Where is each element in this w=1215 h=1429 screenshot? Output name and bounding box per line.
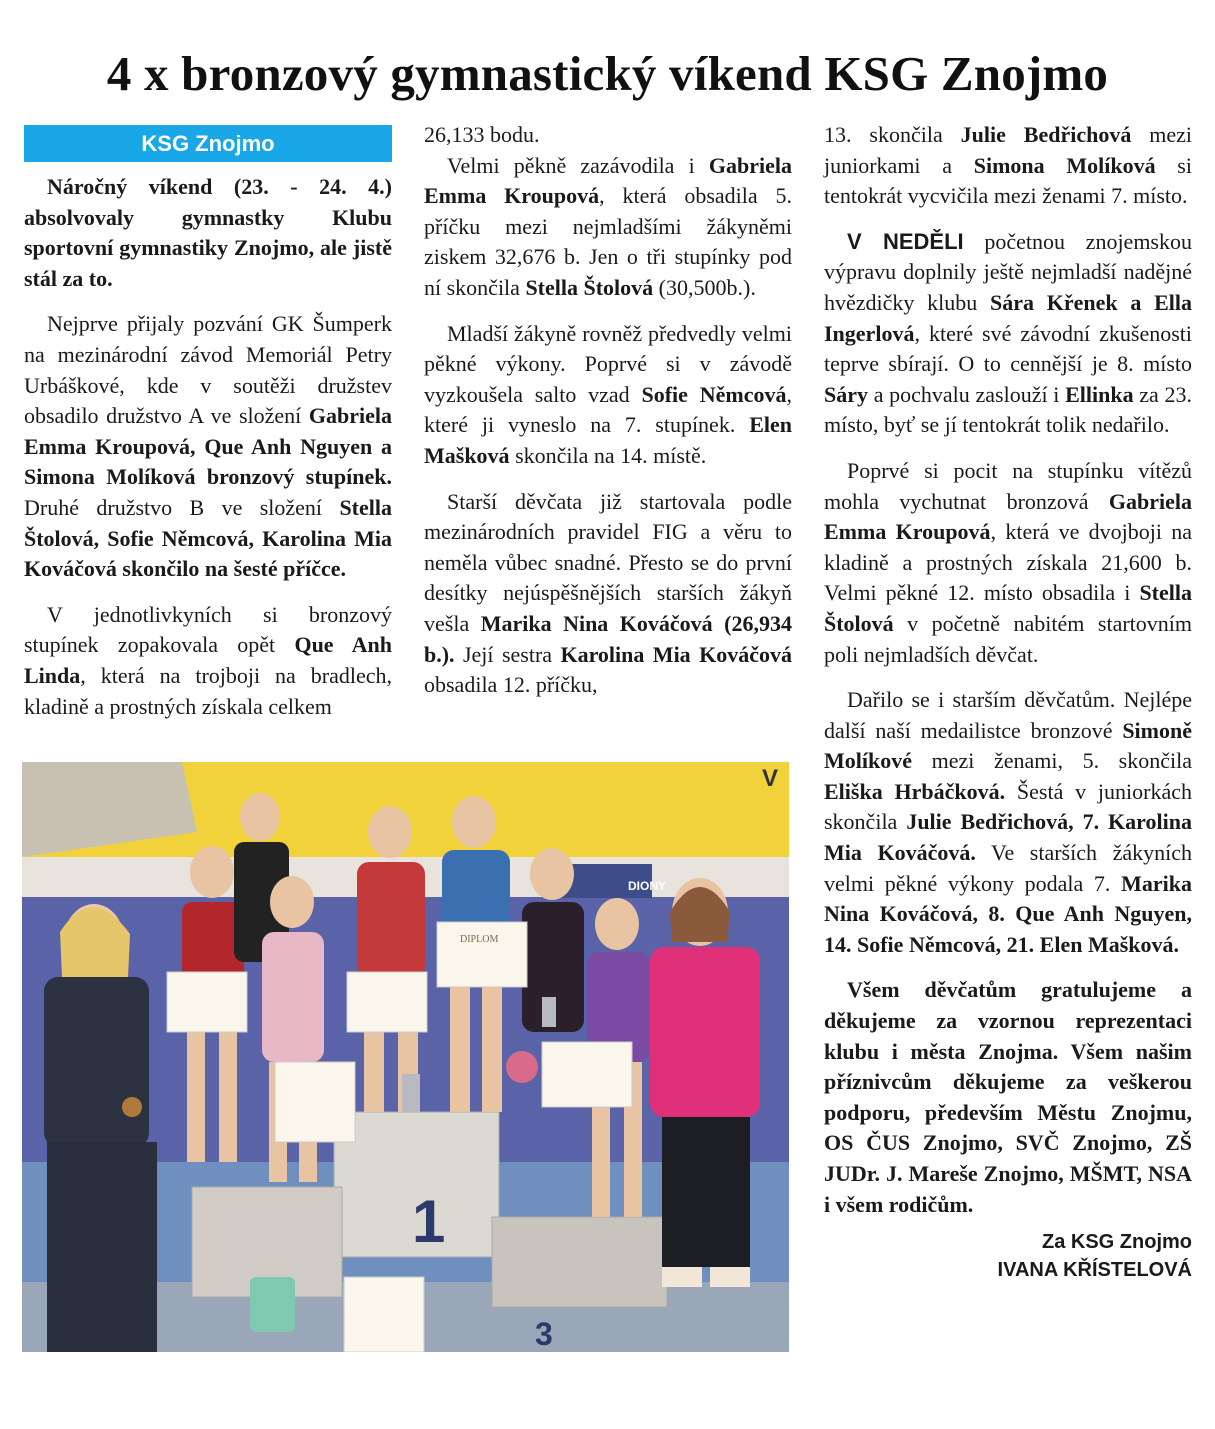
name-text: Eliška Hrbáčková. (824, 778, 1006, 804)
name-text: Karolina Mia Kováčová (560, 641, 792, 667)
text: obsadila 12. příčku, (424, 672, 598, 698)
text: Druhé družstvo B ve složení (24, 494, 340, 520)
paragraph (824, 685, 1192, 960)
podium-third (492, 1217, 667, 1307)
section-tag: KSG Znojmo (24, 125, 392, 162)
text: , které své závodní zkušenosti teprve sbírají. O to cennější je 8. místo (824, 320, 1192, 377)
name-text: Julie Bedřichová, 7. Karolina Mia Kováčová. (824, 809, 1192, 866)
paragraph (824, 227, 1192, 441)
trophy (542, 997, 556, 1027)
name-text: Stella Štolová (824, 580, 1192, 636)
text: Ve starších žákyních velmi pěkné výkony podala 7. (824, 840, 1192, 896)
paragraph (824, 120, 1192, 212)
podium-number-1: 1 (412, 1188, 446, 1255)
name-text: Simoně Molíkové (824, 717, 1192, 774)
text: Starší děvčata již startovala podle mezinárodních pravidel FIG a věru to neměla vůbec snadné. Přesto se do první desítky nejúspěšnějších starších žákyň vešla (424, 488, 792, 636)
text: 13. skončila (824, 122, 961, 147)
lead-paragraph (24, 172, 392, 294)
name-text: Gabriela Emma Kroupová, Que Anh Nguyen a Simona Molíková bronzový stupínek. (24, 403, 392, 490)
diploma (167, 972, 247, 1032)
name-text: Simona Molíková (973, 152, 1156, 178)
paragraph (824, 456, 1192, 670)
text: , která ve dvojboji na kladině a prostných získala 21,600 b. Velmi pěkné 12. místo obsadila i (824, 519, 1192, 606)
headline: 4 x bronzový gymnastický víkend KSG Znojmo (106, 46, 1109, 101)
text: Šestá v juniorkách skončila (824, 778, 1192, 835)
trophy (402, 1074, 420, 1112)
text: Její sestra (454, 641, 561, 667)
name-text: Marika Nina Kováčová, 8. Que Anh Nguyen, 14. Sofie Němcová, 21. Elen Mašková. (824, 870, 1192, 957)
article-column-2 (424, 120, 792, 701)
text: , které ji vyneslo na 7. stupínek. (424, 381, 792, 438)
name-text: Sára Křenek a Ella Ingerlová (824, 289, 1192, 346)
name-text: Marika Nina Kováčová (26,934 b.). (424, 610, 792, 667)
signature-line-1: Za KSG Znojmo (1042, 1231, 1192, 1254)
paragraph: 26,133 bodu. (424, 122, 540, 147)
diploma-title: DIPLOM (460, 934, 499, 945)
signature (824, 1228, 1192, 1284)
wall-letter: V (762, 765, 779, 792)
diploma (275, 1062, 355, 1142)
name-text: Stella Štolová (525, 274, 654, 300)
lead-text: Náročný víkend (23. - 24. 4.) absolvovaly gymnastky Klubu sportovní gymnastiky Znojmo, ale jistě stál za to. (24, 174, 392, 291)
text: početnou znojemskou výpravu doplnily ještě nejmladší nadějné hvězdičky klubu (824, 228, 1192, 315)
text: skončila na 14. místě. (509, 442, 707, 468)
text: mezi ženami, 5. skončila (912, 748, 1192, 774)
text: Dařilo se i starším děvčatům. Nejlépe další naší medailistce bronzové (824, 687, 1192, 743)
team-photo (22, 762, 789, 1352)
text: si tentokrát vycvičila mezi ženami 7. místo. (824, 152, 1192, 209)
text: za 23. místo, byť se jí tentokrát tolik nedařilo. (824, 381, 1193, 438)
text: (30,500b.). (653, 274, 756, 300)
text: mezi juniorkami a (824, 122, 1192, 178)
text: V jednotlivkyních si bronzový stupínek zopakovala opět (24, 601, 392, 658)
signature-author: IVANA KŘÍSTELOVÁ (997, 1259, 1192, 1282)
article-column-1 (24, 120, 392, 722)
text: Nejprve přijaly pozvání GK Šumperk na mezinárodní závod Memoriál Petry Urbáškové, kde v soutěži družstev obsadilo družstvo A ve složení (24, 311, 392, 429)
day-label: V NEDĚLI (847, 228, 964, 254)
name-text: Elen Mašková (424, 412, 792, 468)
diploma (437, 922, 527, 987)
team-photo-illustration (22, 762, 789, 1352)
text: Velmi pěkně zazávodila i (447, 152, 709, 178)
name-text: Ellinka (1065, 381, 1134, 407)
name-text: Gabriela Emma Kroupová (424, 152, 792, 209)
name-text: Que Anh Linda (24, 632, 392, 688)
paragraph (424, 151, 792, 304)
gift-box (250, 1277, 295, 1332)
closing-paragraph (824, 975, 1192, 1220)
closing-text: Všem děvčatům gratulujeme a děkujeme za vzornou reprezentaci klubu i města Znojma. Všem našim příznivcům děkujeme za veškerou podporu, především Městu Znojmu, OS ČUS Znojmo, SVČ Znojmo, ZŠ JUDr. J. Mareše Znojmo, MŠMT, NSA i všem rodičům. (824, 977, 1192, 1217)
paragraph (424, 319, 792, 472)
text: , která na trojboji na bradlech, kladině a prostných získala celkem (24, 662, 392, 719)
name-text: Julie Bedřichová (960, 122, 1132, 147)
name-text: Sofie Němcová (641, 381, 787, 407)
paragraph (24, 309, 392, 584)
diploma (542, 1042, 632, 1107)
text: Poprvé si pocit na stupínku vítězů mohla vychutnat bronzová (824, 457, 1192, 514)
paragraph (24, 600, 392, 722)
text: a pochvalu zaslouží i (868, 381, 1066, 407)
name-text: Gabriela Emma Kroupová (824, 488, 1192, 545)
name-text: Sáry (824, 381, 868, 407)
article-column-3 (824, 120, 1192, 1284)
name-text: Stella Štolová, Sofie Němcová, Karolina Mia Kováčová skončilo na šesté příčce. (24, 494, 392, 582)
podium-number-3: 3 (535, 1316, 553, 1352)
diploma (344, 1277, 424, 1352)
text: v početně nabitém startovním poli nejmladších děvčat. (824, 610, 1192, 667)
diploma (347, 972, 427, 1032)
text: , která obsadila 5. příčku mezi nejmladšími žákyněmi ziskem 32,676 b. Jen o tři stupínky pod ní skončila (424, 183, 792, 300)
text: Mladší žákyně rovněž předvedly velmi pěkné výkony. Poprvé si v závodě vyzkoušela salto vzad (424, 320, 792, 407)
flowers (506, 1051, 538, 1083)
paragraph (424, 487, 792, 701)
banner-text: DIONY (628, 879, 667, 893)
